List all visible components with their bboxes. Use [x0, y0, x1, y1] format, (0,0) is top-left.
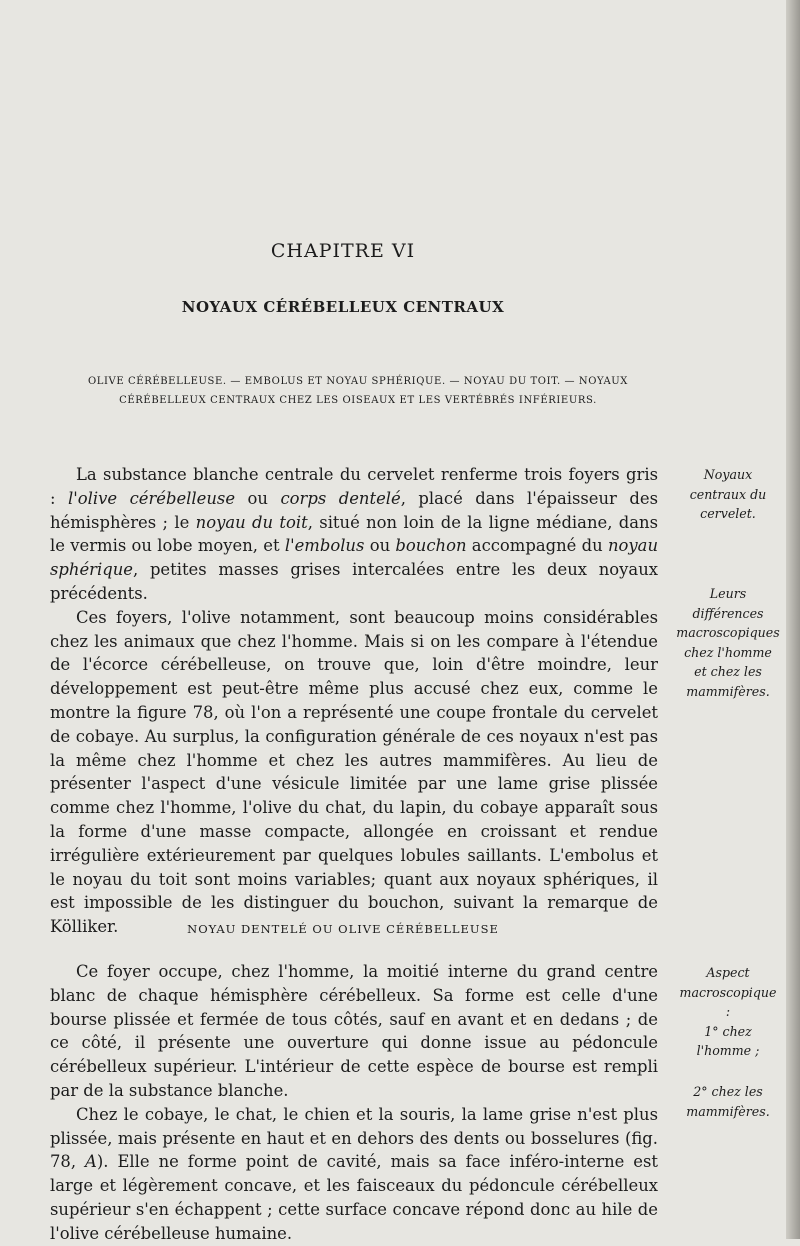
margin-note-3: Aspect macroscopique : 1° chez l'homme ; [679, 965, 777, 1058]
section-text [50, 960, 658, 1246]
paragraph-2: Ces foyers, l'olive notamment, sont beaucoup moins considérables chez les animaux que chez l'homme. Mais si on les compare à l'étendue de l'écorce cérébelleuse, on trouve que, loin d'être moindre, leur développement est peut-être même plus accusé chez eux, comme le montre la figure 78, où l'on a représenté une coupe frontale du cervelet de cobaye. Au surplus, la configuration générale de ces noyaux n'est pas la même chez l'homme et chez les autres mammifères. Au lieu de présenter l'aspect d'une vésicule limitée par une lame grise plissée comme chez l'homme, l'olive du chat, du lapin, du cobaye apparaît sous la forme d'une masse compacte, allongée en croissant et rendue irrégulière extérieurement par quelques lobules saillants. L'embolus et le noyau du toit sont moins variables; quant aux noyaux sphériques, il est impossible de les distinguer du bouchon, suivant la remarque de Kölliker. [50, 607, 658, 937]
section-heading: NOYAU DENTELÉ OU OLIVE CÉRÉBELLEUSE [187, 922, 499, 936]
chapter-title: CHAPITRE VI [270, 240, 416, 262]
intro-text [50, 463, 658, 939]
paragraph-1: La substance blanche centrale du cervelet renferme trois foyers gris : l'olive cérébelleuse ou corps dentelé, placé dans l'épaisseur des hémisphères ; le noyau du toit, situé non loin de la ligne médiane, dans le vermis ou lobe moyen, et l'embolus ou bouchon accompagné du noyau sphérique, petites masses grises intercalées entre les deux noyaux précédents. [50, 465, 658, 603]
chapter-subtitle: NOYAUX CÉRÉBELLEUX CENTRAUX [181, 298, 505, 316]
margin-note-2: Leurs différences macroscopiques chez l'homme et chez les mammifères. [676, 586, 780, 699]
margin-note-4: 2° chez les mammifères. [686, 1084, 770, 1119]
page-edge-shadow [786, 0, 800, 1239]
paragraph-3: Ce foyer occupe, chez l'homme, la moitié interne du grand centre blanc de chaque hémisphère cérébelleux. Sa forme est celle d'une bourse plissée et fermée de tous côtés, sauf en avant et en dedans ; de ce côté, il présente une ouverture qui donne issue au pédoncule cérébelleux supérieur. L'intérieur de cette espèce de bourse est rempli par de la substance blanche. [50, 962, 658, 1100]
paragraph-4: Chez le cobaye, le chat, le chien et la souris, la lame grise n'est plus plissée, mais présente en haut et en dehors des dents ou bosselures (fig. 78, A). Elle ne forme point de cavité, mais sa face inféro-interne est large et légèrement concave, et les faisceaux du pédoncule cérébelleux supérieur s'en échappent ; cette surface concave répond donc au hile de l'olive cérébelleuse humaine. [50, 1104, 658, 1243]
margin-note-1: Noyaux centraux du cervelet. [689, 467, 767, 521]
chapter-summary: OLIVE CÉRÉBELLEUSE. — EMBOLUS ET NOYAU SPHÉRIQUE. — NOYAU DU TOIT. — NOYAUX CÉRÉBELLEUX CENTRAUX CHEZ LES OISEAUX ET LES VERTÉBRÉS INFÉRIEURS. [87, 376, 629, 406]
